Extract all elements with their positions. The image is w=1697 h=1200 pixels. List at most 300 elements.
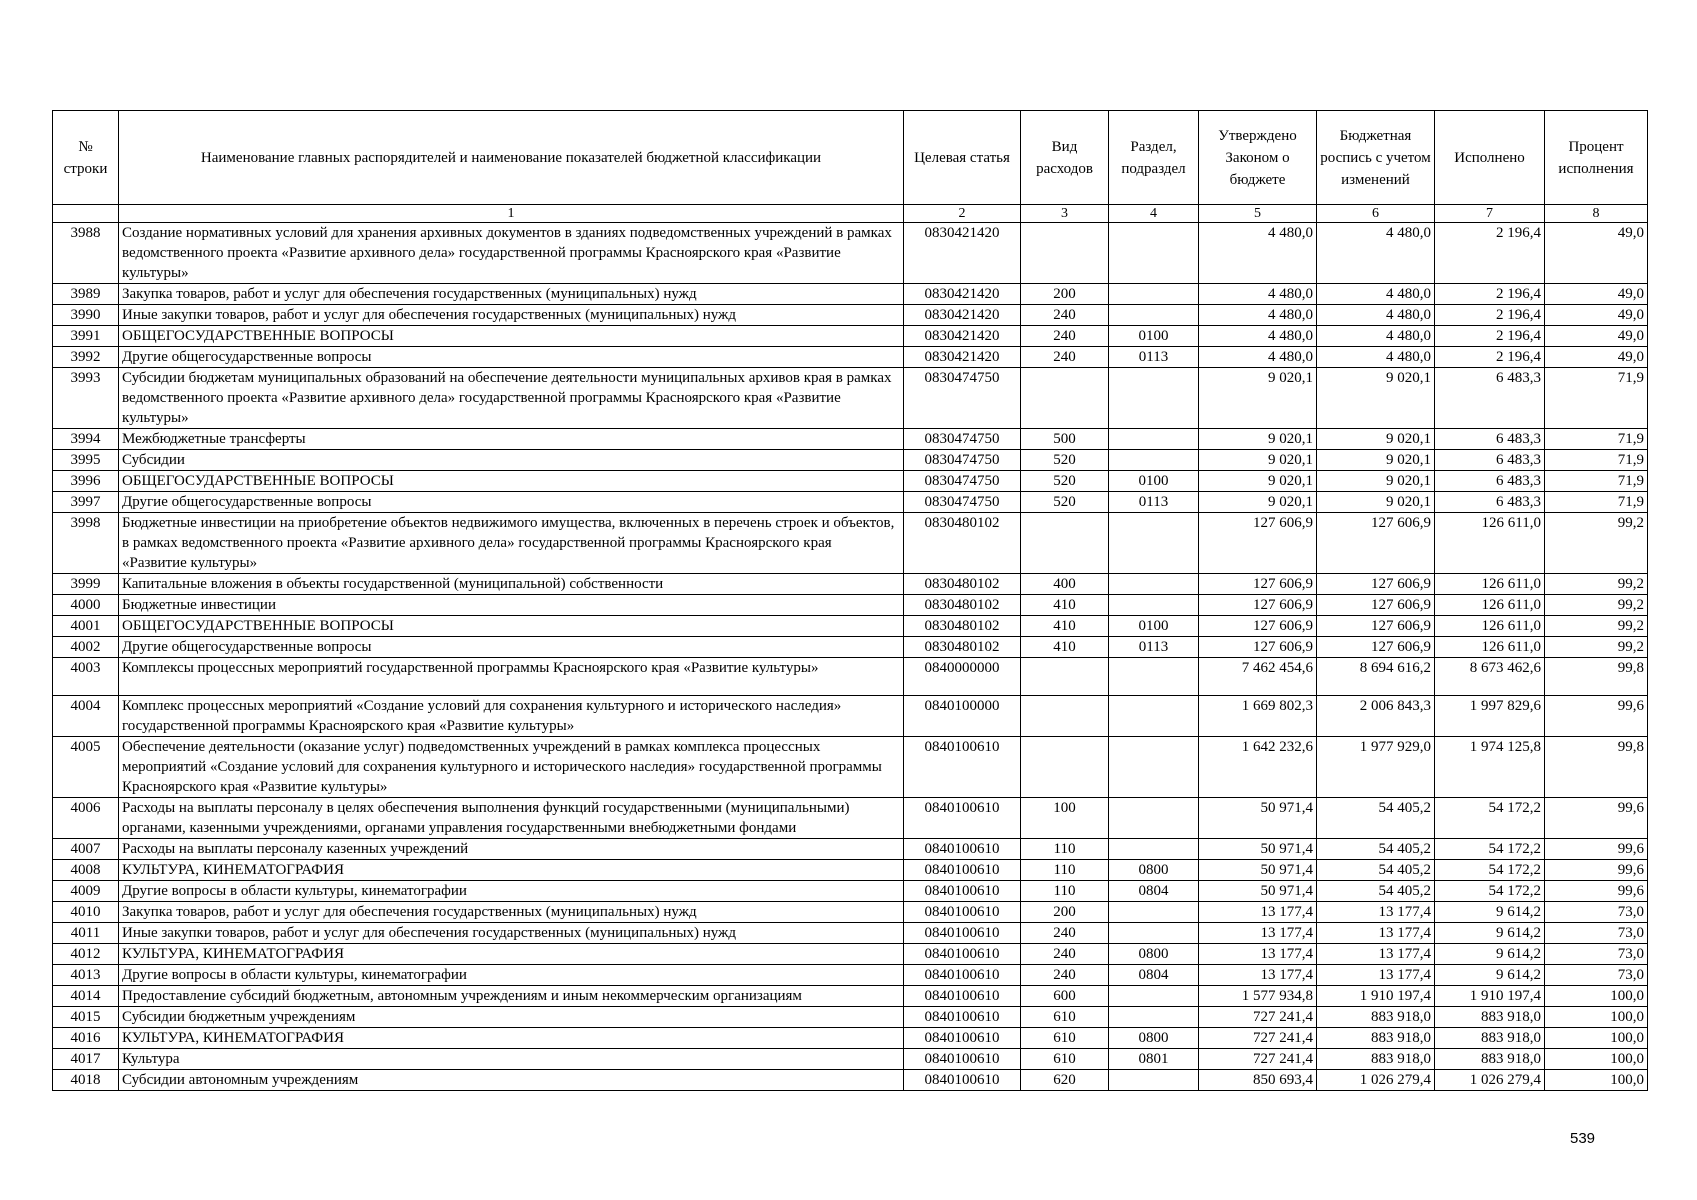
row-schedule: 127 606,9: [1317, 513, 1435, 574]
row-number: 3991: [53, 326, 119, 347]
table-row: [53, 347, 1648, 368]
row-section: [1109, 1007, 1199, 1028]
row-schedule: 127 606,9: [1317, 616, 1435, 637]
row-executed: 1 997 829,6: [1435, 696, 1545, 737]
row-approved: 50 971,4: [1199, 860, 1317, 881]
table-row: [53, 696, 1648, 737]
row-section: 0800: [1109, 860, 1199, 881]
row-target-article: 0840100610: [904, 1049, 1021, 1070]
row-approved: 13 177,4: [1199, 965, 1317, 986]
row-schedule: 1 910 197,4: [1317, 986, 1435, 1007]
row-schedule: 883 918,0: [1317, 1049, 1435, 1070]
row-percent: 99,6: [1545, 696, 1648, 737]
row-approved: 9 020,1: [1199, 368, 1317, 429]
row-approved: 9 020,1: [1199, 471, 1317, 492]
table-row: [53, 368, 1648, 429]
row-number: 3992: [53, 347, 119, 368]
row-target-article: 0830474750: [904, 450, 1021, 471]
table-row: [53, 944, 1648, 965]
row-name: КУЛЬТУРА, КИНЕМАТОГРАФИЯ: [119, 860, 904, 881]
table-row: [53, 450, 1648, 471]
row-target-article: 0830474750: [904, 471, 1021, 492]
budget-execution-table: [52, 110, 1648, 1091]
row-executed: 126 611,0: [1435, 595, 1545, 616]
row-section: [1109, 839, 1199, 860]
row-name: Расходы на выплаты персоналу казенных учреждений: [119, 839, 904, 860]
row-number: 4001: [53, 616, 119, 637]
row-schedule: 1 026 279,4: [1317, 1070, 1435, 1091]
row-executed: 6 483,3: [1435, 429, 1545, 450]
row-target-article: 0830480102: [904, 595, 1021, 616]
row-target-article: 0840100610: [904, 1028, 1021, 1049]
row-percent: 100,0: [1545, 1007, 1648, 1028]
row-name: Культура: [119, 1049, 904, 1070]
row-executed: 126 611,0: [1435, 637, 1545, 658]
row-executed: 2 196,4: [1435, 326, 1545, 347]
row-approved: 727 241,4: [1199, 1028, 1317, 1049]
column-number: 2: [904, 205, 1021, 223]
row-executed: 9 614,2: [1435, 965, 1545, 986]
row-target-article: 0840100610: [904, 1007, 1021, 1028]
row-name: Другие общегосударственные вопросы: [119, 637, 904, 658]
row-schedule: 8 694 616,2: [1317, 658, 1435, 696]
row-approved: 13 177,4: [1199, 944, 1317, 965]
row-expense-kind: 520: [1021, 471, 1109, 492]
row-executed: 883 918,0: [1435, 1028, 1545, 1049]
row-section: 0100: [1109, 326, 1199, 347]
budget-table-sheet: [52, 110, 1647, 1091]
row-section: 0113: [1109, 637, 1199, 658]
row-executed: 2 196,4: [1435, 284, 1545, 305]
header-row: [53, 111, 1648, 205]
row-schedule: 4 480,0: [1317, 326, 1435, 347]
row-expense-kind: 410: [1021, 637, 1109, 658]
row-section: [1109, 574, 1199, 595]
header-approved: Утверждено Законом о бюджете: [1199, 111, 1317, 205]
row-expense-kind: 610: [1021, 1028, 1109, 1049]
row-target-article: 0830421420: [904, 347, 1021, 368]
row-percent: 49,0: [1545, 326, 1648, 347]
column-number: 1: [119, 205, 904, 223]
row-approved: 4 480,0: [1199, 284, 1317, 305]
row-name: Другие общегосударственные вопросы: [119, 492, 904, 513]
row-approved: 850 693,4: [1199, 1070, 1317, 1091]
row-target-article: 0830474750: [904, 429, 1021, 450]
row-number: 3996: [53, 471, 119, 492]
row-number: 4004: [53, 696, 119, 737]
row-expense-kind: 200: [1021, 902, 1109, 923]
row-approved: 127 606,9: [1199, 637, 1317, 658]
row-executed: 9 614,2: [1435, 923, 1545, 944]
row-expense-kind: 610: [1021, 1049, 1109, 1070]
table-row: [53, 471, 1648, 492]
row-section: [1109, 513, 1199, 574]
row-number: 3990: [53, 305, 119, 326]
row-approved: 7 462 454,6: [1199, 658, 1317, 696]
table-row: [53, 860, 1648, 881]
row-number: 3995: [53, 450, 119, 471]
row-target-article: 0840100610: [904, 798, 1021, 839]
row-executed: 2 196,4: [1435, 305, 1545, 326]
row-name: Капитальные вложения в объекты государственной (муниципальной) собственности: [119, 574, 904, 595]
table-row: [53, 284, 1648, 305]
row-percent: 49,0: [1545, 305, 1648, 326]
column-number: 8: [1545, 205, 1648, 223]
row-number: 3999: [53, 574, 119, 595]
row-schedule: 9 020,1: [1317, 471, 1435, 492]
row-schedule: 54 405,2: [1317, 798, 1435, 839]
row-number: 4018: [53, 1070, 119, 1091]
table-row: [53, 839, 1648, 860]
row-percent: 99,6: [1545, 881, 1648, 902]
row-name: КУЛЬТУРА, КИНЕМАТОГРАФИЯ: [119, 944, 904, 965]
row-approved: 127 606,9: [1199, 616, 1317, 637]
row-executed: 2 196,4: [1435, 347, 1545, 368]
row-section: 0113: [1109, 347, 1199, 368]
row-name: Создание нормативных условий для хранения архивных документов в зданиях подведомственных учреждений в рамках ведомственного проекта «Развитие архивного дела» государственной программы Красноярского края «Развитие культуры»: [119, 223, 904, 284]
row-percent: 71,9: [1545, 368, 1648, 429]
row-name: Межбюджетные трансферты: [119, 429, 904, 450]
column-number-blank: [53, 205, 119, 223]
row-number: 4002: [53, 637, 119, 658]
row-expense-kind: [1021, 223, 1109, 284]
row-approved: 13 177,4: [1199, 923, 1317, 944]
row-target-article: 0840100610: [904, 923, 1021, 944]
page-number: 539: [1570, 1130, 1596, 1147]
row-percent: 99,6: [1545, 798, 1648, 839]
row-executed: 2 196,4: [1435, 223, 1545, 284]
row-target-article: 0830480102: [904, 637, 1021, 658]
row-expense-kind: 520: [1021, 450, 1109, 471]
table-row: [53, 326, 1648, 347]
row-name: Комплекс процессных мероприятий «Создание условий для сохранения культурного и исторического наследия» государственной программы Красноярского края «Развитие культуры»: [119, 696, 904, 737]
row-schedule: 54 405,2: [1317, 839, 1435, 860]
header-kind: Вид расходов: [1021, 111, 1109, 205]
row-expense-kind: 600: [1021, 986, 1109, 1007]
row-number: 4008: [53, 860, 119, 881]
row-number: 4017: [53, 1049, 119, 1070]
row-target-article: 0830421420: [904, 284, 1021, 305]
row-expense-kind: 410: [1021, 595, 1109, 616]
row-schedule: 4 480,0: [1317, 305, 1435, 326]
row-percent: 73,0: [1545, 923, 1648, 944]
row-name: Расходы на выплаты персоналу в целях обеспечения выполнения функций государственными (муниципальными) органами, казенными учреждениями, органами управления государственными внебюджетными фондами: [119, 798, 904, 839]
header-percent: Процент исполнения: [1545, 111, 1648, 205]
row-name: Субсидии: [119, 450, 904, 471]
row-section: 0100: [1109, 616, 1199, 637]
row-target-article: 0830474750: [904, 368, 1021, 429]
row-expense-kind: 500: [1021, 429, 1109, 450]
row-executed: 8 673 462,6: [1435, 658, 1545, 696]
row-name: КУЛЬТУРА, КИНЕМАТОГРАФИЯ: [119, 1028, 904, 1049]
row-name: Другие общегосударственные вопросы: [119, 347, 904, 368]
row-executed: 1 910 197,4: [1435, 986, 1545, 1007]
row-number: 4013: [53, 965, 119, 986]
row-approved: 50 971,4: [1199, 839, 1317, 860]
row-number: 3988: [53, 223, 119, 284]
row-name: Бюджетные инвестиции: [119, 595, 904, 616]
row-number: 4012: [53, 944, 119, 965]
row-number: 3998: [53, 513, 119, 574]
row-executed: 6 483,3: [1435, 368, 1545, 429]
row-schedule: 13 177,4: [1317, 965, 1435, 986]
row-section: [1109, 305, 1199, 326]
row-number: 4015: [53, 1007, 119, 1028]
row-expense-kind: 240: [1021, 923, 1109, 944]
row-percent: 99,2: [1545, 637, 1648, 658]
row-schedule: 13 177,4: [1317, 902, 1435, 923]
table-row: [53, 986, 1648, 1007]
row-number: 4011: [53, 923, 119, 944]
row-section: 0801: [1109, 1049, 1199, 1070]
row-schedule: 13 177,4: [1317, 944, 1435, 965]
row-name: ОБЩЕГОСУДАРСТВЕННЫЕ ВОПРОСЫ: [119, 471, 904, 492]
table-row: [53, 305, 1648, 326]
row-approved: 9 020,1: [1199, 429, 1317, 450]
row-approved: 4 480,0: [1199, 347, 1317, 368]
row-number: 4016: [53, 1028, 119, 1049]
table-row: [53, 223, 1648, 284]
row-percent: 99,2: [1545, 616, 1648, 637]
row-percent: 73,0: [1545, 965, 1648, 986]
table-row: [53, 492, 1648, 513]
row-approved: 727 241,4: [1199, 1049, 1317, 1070]
column-number: 7: [1435, 205, 1545, 223]
table-row: [53, 965, 1648, 986]
row-schedule: 9 020,1: [1317, 492, 1435, 513]
table-row: [53, 1070, 1648, 1091]
row-percent: 99,2: [1545, 595, 1648, 616]
row-executed: 54 172,2: [1435, 860, 1545, 881]
row-name: Субсидии автономным учреждениям: [119, 1070, 904, 1091]
row-expense-kind: 110: [1021, 881, 1109, 902]
row-section: [1109, 223, 1199, 284]
row-number: 4006: [53, 798, 119, 839]
row-approved: 9 020,1: [1199, 492, 1317, 513]
row-target-article: 0840100000: [904, 696, 1021, 737]
row-expense-kind: 610: [1021, 1007, 1109, 1028]
row-executed: 6 483,3: [1435, 492, 1545, 513]
row-schedule: 4 480,0: [1317, 223, 1435, 284]
row-section: [1109, 923, 1199, 944]
row-name: Иные закупки товаров, работ и услуг для обеспечения государственных (муниципальных) нужд: [119, 305, 904, 326]
row-approved: 727 241,4: [1199, 1007, 1317, 1028]
row-number: 4010: [53, 902, 119, 923]
row-target-article: 0840000000: [904, 658, 1021, 696]
header-name: Наименование главных распорядителей и наименование показателей бюджетной классификации: [119, 111, 904, 205]
row-number: 4014: [53, 986, 119, 1007]
row-approved: 1 577 934,8: [1199, 986, 1317, 1007]
row-section: 0800: [1109, 944, 1199, 965]
row-target-article: 0840100610: [904, 1070, 1021, 1091]
row-expense-kind: 240: [1021, 944, 1109, 965]
row-expense-kind: 240: [1021, 305, 1109, 326]
row-expense-kind: 620: [1021, 1070, 1109, 1091]
row-executed: 883 918,0: [1435, 1049, 1545, 1070]
row-approved: 4 480,0: [1199, 305, 1317, 326]
row-approved: 4 480,0: [1199, 223, 1317, 284]
row-executed: 9 614,2: [1435, 902, 1545, 923]
table-row: [53, 1007, 1648, 1028]
row-percent: 100,0: [1545, 1028, 1648, 1049]
table-row: [53, 1028, 1648, 1049]
row-name: Другие вопросы в области культуры, кинематографии: [119, 965, 904, 986]
row-expense-kind: 200: [1021, 284, 1109, 305]
row-percent: 99,6: [1545, 839, 1648, 860]
row-name: Другие вопросы в области культуры, кинематографии: [119, 881, 904, 902]
column-number: 4: [1109, 205, 1199, 223]
row-target-article: 0840100610: [904, 986, 1021, 1007]
row-expense-kind: 240: [1021, 326, 1109, 347]
row-percent: 99,2: [1545, 574, 1648, 595]
row-schedule: 9 020,1: [1317, 429, 1435, 450]
row-executed: 126 611,0: [1435, 616, 1545, 637]
row-schedule: 54 405,2: [1317, 881, 1435, 902]
row-section: 0804: [1109, 965, 1199, 986]
row-schedule: 1 977 929,0: [1317, 737, 1435, 798]
row-target-article: 0840100610: [904, 860, 1021, 881]
row-expense-kind: [1021, 513, 1109, 574]
row-schedule: 13 177,4: [1317, 923, 1435, 944]
row-expense-kind: 410: [1021, 616, 1109, 637]
row-percent: 100,0: [1545, 1049, 1648, 1070]
column-number: 3: [1021, 205, 1109, 223]
row-number: 3989: [53, 284, 119, 305]
table-row: [53, 798, 1648, 839]
table-body: [53, 223, 1648, 1091]
row-percent: 71,9: [1545, 450, 1648, 471]
row-name: Обеспечение деятельности (оказание услуг) подведомственных учреждений в рамках комплекса процессных мероприятий «Создание условий для сохранения культурного и исторического наследия» государственной программы Красноярского края «Развитие культуры»: [119, 737, 904, 798]
row-expense-kind: 110: [1021, 860, 1109, 881]
header-executed: Исполнено: [1435, 111, 1545, 205]
column-number-row: [53, 205, 1648, 223]
row-approved: 127 606,9: [1199, 595, 1317, 616]
row-executed: 54 172,2: [1435, 798, 1545, 839]
row-schedule: 127 606,9: [1317, 574, 1435, 595]
row-section: [1109, 986, 1199, 1007]
table-row: [53, 902, 1648, 923]
row-number: 3997: [53, 492, 119, 513]
row-schedule: 883 918,0: [1317, 1007, 1435, 1028]
row-section: [1109, 902, 1199, 923]
row-percent: 71,9: [1545, 429, 1648, 450]
row-section: [1109, 429, 1199, 450]
row-expense-kind: [1021, 368, 1109, 429]
table-row: [53, 595, 1648, 616]
row-approved: 50 971,4: [1199, 798, 1317, 839]
row-target-article: 0840100610: [904, 737, 1021, 798]
table-row: [53, 637, 1648, 658]
row-target-article: 0830480102: [904, 574, 1021, 595]
table-row: [53, 881, 1648, 902]
row-section: 0800: [1109, 1028, 1199, 1049]
row-schedule: 127 606,9: [1317, 595, 1435, 616]
row-percent: 100,0: [1545, 986, 1648, 1007]
row-expense-kind: 240: [1021, 965, 1109, 986]
row-approved: 127 606,9: [1199, 574, 1317, 595]
row-expense-kind: [1021, 658, 1109, 696]
row-percent: 71,9: [1545, 492, 1648, 513]
row-executed: 6 483,3: [1435, 450, 1545, 471]
row-executed: 126 611,0: [1435, 574, 1545, 595]
row-percent: 99,6: [1545, 860, 1648, 881]
row-executed: 1 974 125,8: [1435, 737, 1545, 798]
row-expense-kind: [1021, 737, 1109, 798]
row-approved: 13 177,4: [1199, 902, 1317, 923]
row-number: 4000: [53, 595, 119, 616]
row-target-article: 0830474750: [904, 492, 1021, 513]
row-name: Субсидии бюджетам муниципальных образований на обеспечение деятельности муниципальных архивов края в рамках ведомственного проекта «Развитие архивного дела» государственной программы Красноярского края «Развитие культуры»: [119, 368, 904, 429]
row-target-article: 0840100610: [904, 902, 1021, 923]
row-approved: 4 480,0: [1199, 326, 1317, 347]
row-target-article: 0830421420: [904, 305, 1021, 326]
row-schedule: 9 020,1: [1317, 450, 1435, 471]
table-row: [53, 658, 1648, 696]
row-name: ОБЩЕГОСУДАРСТВЕННЫЕ ВОПРОСЫ: [119, 616, 904, 637]
row-number: 4007: [53, 839, 119, 860]
row-name: Иные закупки товаров, работ и услуг для обеспечения государственных (муниципальных) нужд: [119, 923, 904, 944]
row-section: 0804: [1109, 881, 1199, 902]
row-approved: 50 971,4: [1199, 881, 1317, 902]
row-name: Бюджетные инвестиции на приобретение объектов недвижимого имущества, включенных в перечень строек и объектов, в рамках ведомственного проекта «Развитие архивного дела» государственной программы Красноярского края «Развитие культуры»: [119, 513, 904, 574]
row-section: [1109, 1070, 1199, 1091]
row-approved: 9 020,1: [1199, 450, 1317, 471]
row-target-article: 0840100610: [904, 944, 1021, 965]
row-executed: 6 483,3: [1435, 471, 1545, 492]
row-section: [1109, 798, 1199, 839]
row-percent: 99,2: [1545, 513, 1648, 574]
row-number: 4009: [53, 881, 119, 902]
header-row-no: № строки: [53, 111, 119, 205]
header-schedule: Бюджетная роспись с учетом изменений: [1317, 111, 1435, 205]
row-name: Предоставление субсидий бюджетным, автономным учреждениям и иным некоммерческим организациям: [119, 986, 904, 1007]
row-name: Субсидии бюджетным учреждениям: [119, 1007, 904, 1028]
row-approved: 1 642 232,6: [1199, 737, 1317, 798]
row-name: ОБЩЕГОСУДАРСТВЕННЫЕ ВОПРОСЫ: [119, 326, 904, 347]
column-number: 5: [1199, 205, 1317, 223]
row-name: Закупка товаров, работ и услуг для обеспечения государственных (муниципальных) нужд: [119, 902, 904, 923]
row-approved: 1 669 802,3: [1199, 696, 1317, 737]
row-section: [1109, 737, 1199, 798]
table-row: [53, 923, 1648, 944]
row-schedule: 2 006 843,3: [1317, 696, 1435, 737]
row-percent: 49,0: [1545, 347, 1648, 368]
row-section: 0113: [1109, 492, 1199, 513]
row-number: 3994: [53, 429, 119, 450]
row-executed: 883 918,0: [1435, 1007, 1545, 1028]
row-percent: 71,9: [1545, 471, 1648, 492]
column-number: 6: [1317, 205, 1435, 223]
row-executed: 126 611,0: [1435, 513, 1545, 574]
table-row: [53, 429, 1648, 450]
row-percent: 49,0: [1545, 284, 1648, 305]
row-target-article: 0830421420: [904, 223, 1021, 284]
row-name: Закупка товаров, работ и услуг для обеспечения государственных (муниципальных) нужд: [119, 284, 904, 305]
row-expense-kind: 110: [1021, 839, 1109, 860]
row-target-article: 0840100610: [904, 881, 1021, 902]
row-target-article: 0830421420: [904, 326, 1021, 347]
row-section: [1109, 696, 1199, 737]
table-row: [53, 513, 1648, 574]
row-section: [1109, 450, 1199, 471]
row-schedule: 4 480,0: [1317, 284, 1435, 305]
row-approved: 127 606,9: [1199, 513, 1317, 574]
row-schedule: 4 480,0: [1317, 347, 1435, 368]
row-target-article: 0840100610: [904, 839, 1021, 860]
row-number: 3993: [53, 368, 119, 429]
row-executed: 9 614,2: [1435, 944, 1545, 965]
table-row: [53, 574, 1648, 595]
